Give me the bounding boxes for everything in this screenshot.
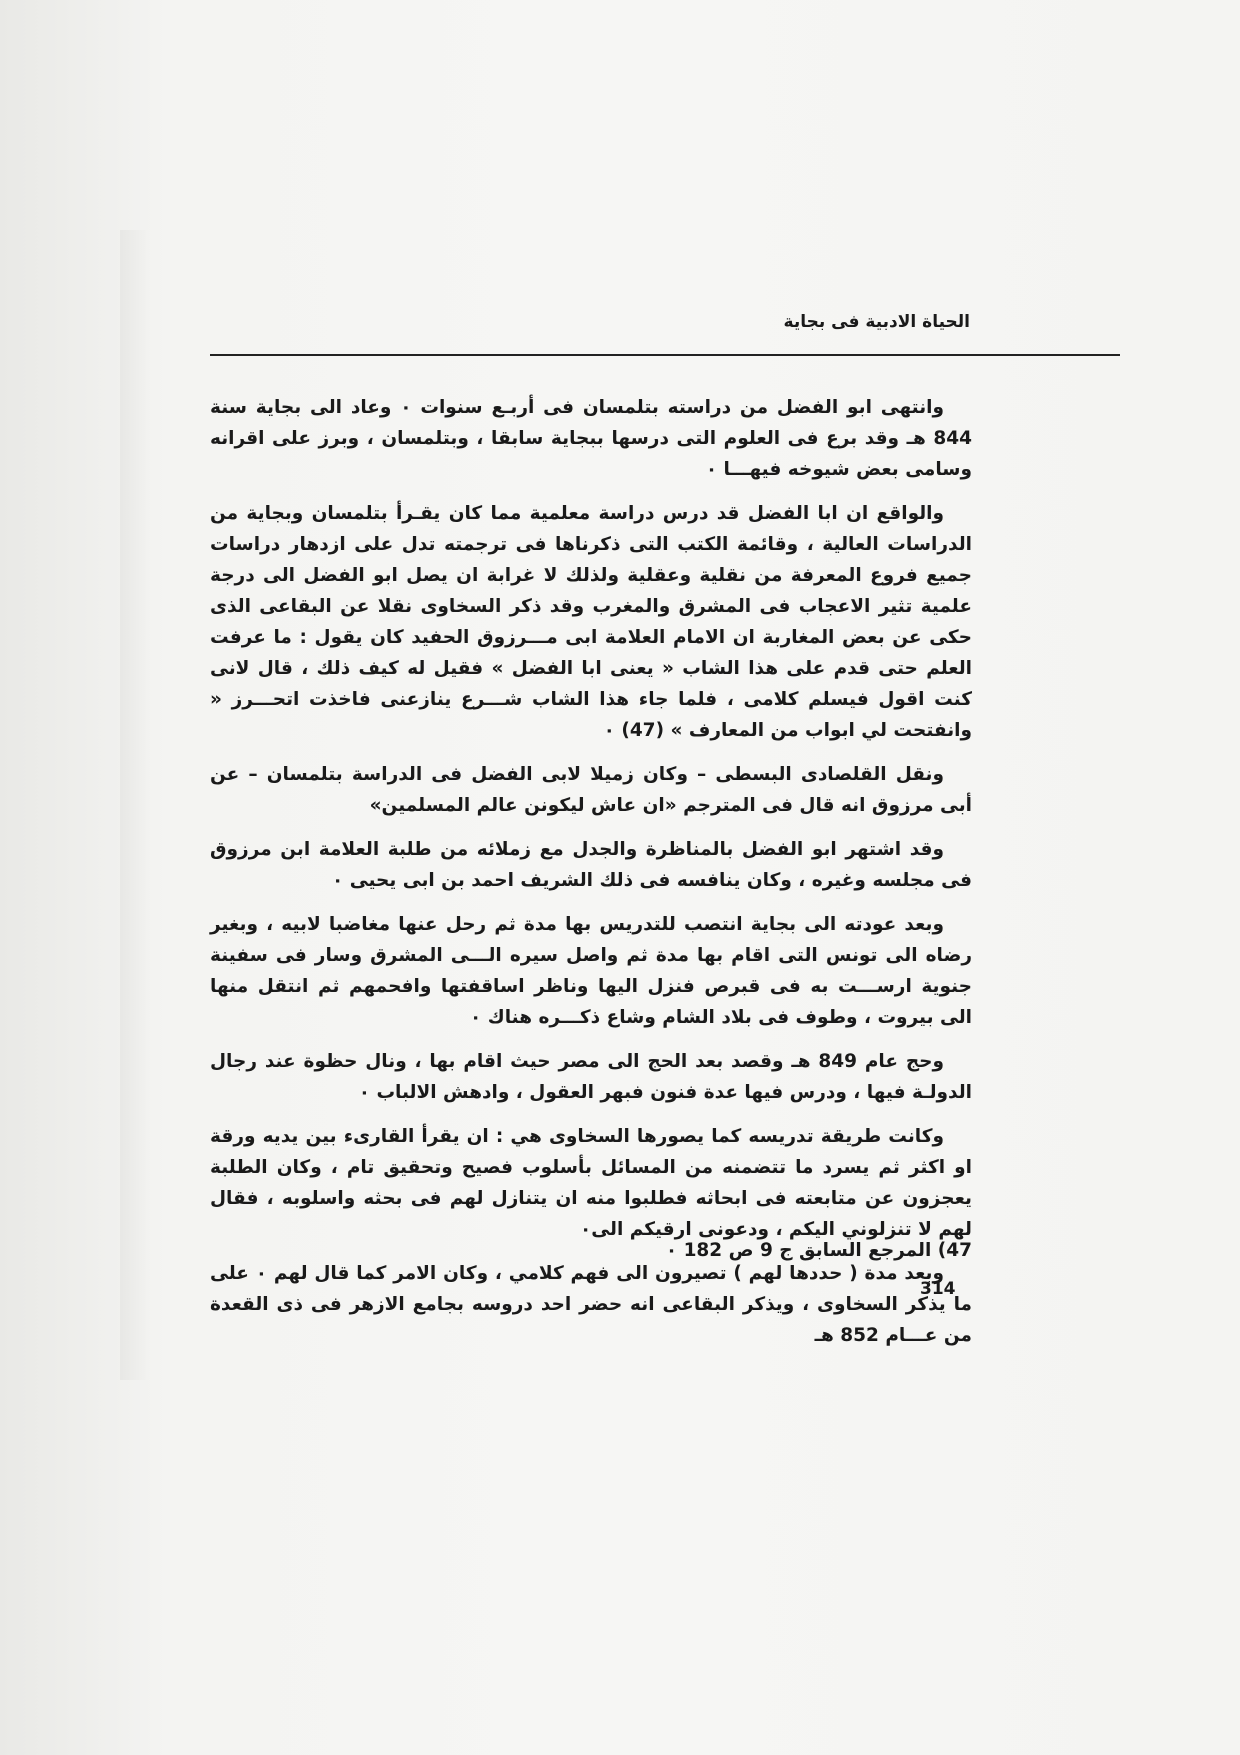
paragraph: وبعد عودته الى بجاية انتصب للتدريس بها مدة ثم رحل عنها مغاضبا لابيه ، وبغير رضاه الى تونس التى اقام بها مدة ثم واصل سيره الـــى المشرق وسار فى سفينة جنوية ارســـت به فى قبرص فنزل اليها وناظر اساقفتها وافحمهم ثم انتقل منها الى بيروت ، وطوف فى بلاد الشام وشاع ذكـــره هناك ٠ [210, 914, 972, 1028]
paragraph: وقد اشتهر ابو الفضل بالمناظرة والجدل مع زملائه من طلبة العلامة ابن مرزوق فى مجلسه وغيره ، وكان ينافسه فى ذلك الشريف احمد بن ابى يحيى ٠ [210, 839, 972, 891]
footnote: 47) المرجع السابق ج 9 ص 182 ٠ [665, 1240, 972, 1261]
page-number: 314 [920, 1279, 956, 1299]
paragraph: وبعد مدة ( حددها لهم ) تصيرون الى فهم كلامي ، وكان الامر كما قال لهم ٠ على ما يذكر السخاوى ، ويذكر البقاعى انه حضر احد دروسه بجامع الازهر فى ذى القعدة من عـــام 852 هـ [210, 1263, 972, 1346]
header-rule [210, 354, 1120, 356]
scan-edge-shadow [120, 230, 150, 1380]
paragraph: والواقع ان ابا الفضل قد درس دراسة معلمية مما كان يقـرأ بتلمسان وبجاية من الدراسات العالية ، وقائمة الكتب التى ذكرناها فى ترجمته تدل على ازدهار دراسات جميع فروع المعرفة من نقلية وعقلية ولذلك لا غرابة ان يصل ابو الفضل الى درجة علمية تثير الاعجاب فى المشرق والمغرب وقد ذكر السخاوى نقلا عن البقاعى الذى حكى عن بعض المغاربة ان الامام العلامة ابى مـــرزوق الحفيد كان يقول : ما عرفت العلم حتى قدم على هذا الشاب « يعنى ابا الفضل » فقيل له كيف ذلك ، قال لانى كنت اقول فيسلم كلامى ، فلما جاء هذا الشاب شـــرع ينازعنى فاخذت اتحـــرز « وانفتحت لي ابواب من المعارف » (47) ٠ [210, 503, 972, 741]
paragraph: وكانت طريقة تدريسه كما يصورها السخاوى هي : ان يقرأ القارىء بين يديه ورقة او اكثر ثم يسرد ما تتضمنه من المسائل بأسلوب فصيح وتحقيق تام ، وكان الطلبة يعجزون عن متابعته فى ابحاثه فطلبوا منه ان يتنازل لهم فى بحثه واسلوبه ، فقال لهم لا تنزلوني اليكم ، ودعونى ارقيكم الى٠ [210, 1126, 972, 1240]
running-header: الحياة الادبية فى بجاية [783, 312, 970, 332]
paragraph: ونقل القلصادى البسطى – وكان زميلا لابى الفضل فى الدراسة بتلمسان – عن أبى مرزوق انه قال فى المترجم «ان عاش ليكونن عالم المسلمين» [210, 764, 972, 816]
paragraph: وحج عام 849 هـ وقصد بعد الحج الى مصر حيث اقام بها ، ونال حظوة عند رجال الدولـة فيها ، ودرس فيها عدة فنون فبهر العقول ، وادهش الالباب ٠ [210, 1051, 972, 1103]
paragraph: وانتهى ابو الفضل من دراسته بتلمسان فى أربـع سنوات ٠ وعاد الى بجاية سنة 844 هـ وقد برع فى العلوم التى درسها ببجاية سابقا ، وبتلمسان ، وبرز على اقرانه وسامى بعض شيوخه فيهـــا ٠ [210, 397, 972, 480]
body-text [210, 392, 972, 1364]
